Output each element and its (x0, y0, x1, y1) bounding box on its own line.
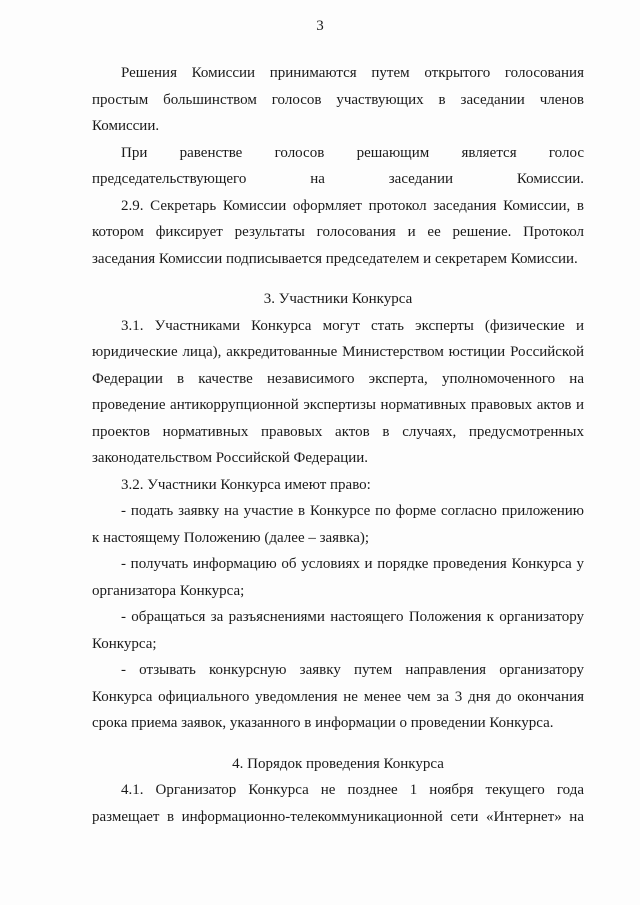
list-item-request-clarifications: - обращаться за разъяснениями настоящего Положения к организатору Конкурса; (92, 609, 584, 652)
section-spacer (92, 272, 584, 286)
paragraph-decisions-voting: Решения Комиссии принимаются путем открытого голосования простым большинством голосов участвующих в заседании членов Комиссии. (92, 65, 584, 134)
list-item-withdraw-application: - отзывать конкурсную заявку путем направления организатору Конкурса официального уведомления не менее чем за 3 дня до окончания срока приема заявок, указанного в информации о проведении Конкурса. (92, 662, 584, 731)
section-heading-3: 3. Участники Конкурса (263, 291, 413, 307)
list-item-receive-information: - получать информацию об условиях и порядке проведения Конкурса у организатора Конкурса; (92, 556, 584, 599)
section-heading-4: 4. Порядок проведения Конкурса (232, 755, 444, 772)
paragraph-4-1-organizer: 4.1. Организатор Конкурса не позднее 1 ноября текущего года размещает в информационно-телекоммуникационной сети «Интернет» на (92, 782, 584, 825)
paragraph-3-2-rights: 3.2. Участники Конкурса имеют право: (121, 476, 371, 493)
list-item-submit-application: - подать заявку на участие в Конкурсе по форме согласно приложению к настоящему Положению (далее – заявка); (92, 503, 584, 546)
paragraph-2-9-secretary: 2.9. Секретарь Комиссии оформляет протокол заседания Комиссии, в котором фиксирует результаты голосования и ее решение. Протокол заседания Комиссии подписывается председателем и секретарем Комиссии. (92, 197, 584, 267)
section-spacer (92, 737, 584, 751)
paragraph-tie-vote: При равенстве голосов решающим является голос председательствующего на заседании Комиссии. (92, 144, 584, 187)
document-body (92, 60, 584, 830)
page-number: 3 (316, 18, 324, 34)
paragraph-3-1-participants: 3.1. Участниками Конкурса могут стать эксперты (физические и юридические лица), аккредитованные Министерством юстиции Российской Федерации в качестве независимого эксперта, уполномоченного на проведение антикоррупционной экспертизы нормативных правовых актов и проектов нормативных правовых актов в случаях, предусмотренных законодательством Российской Федерации. (92, 317, 584, 466)
